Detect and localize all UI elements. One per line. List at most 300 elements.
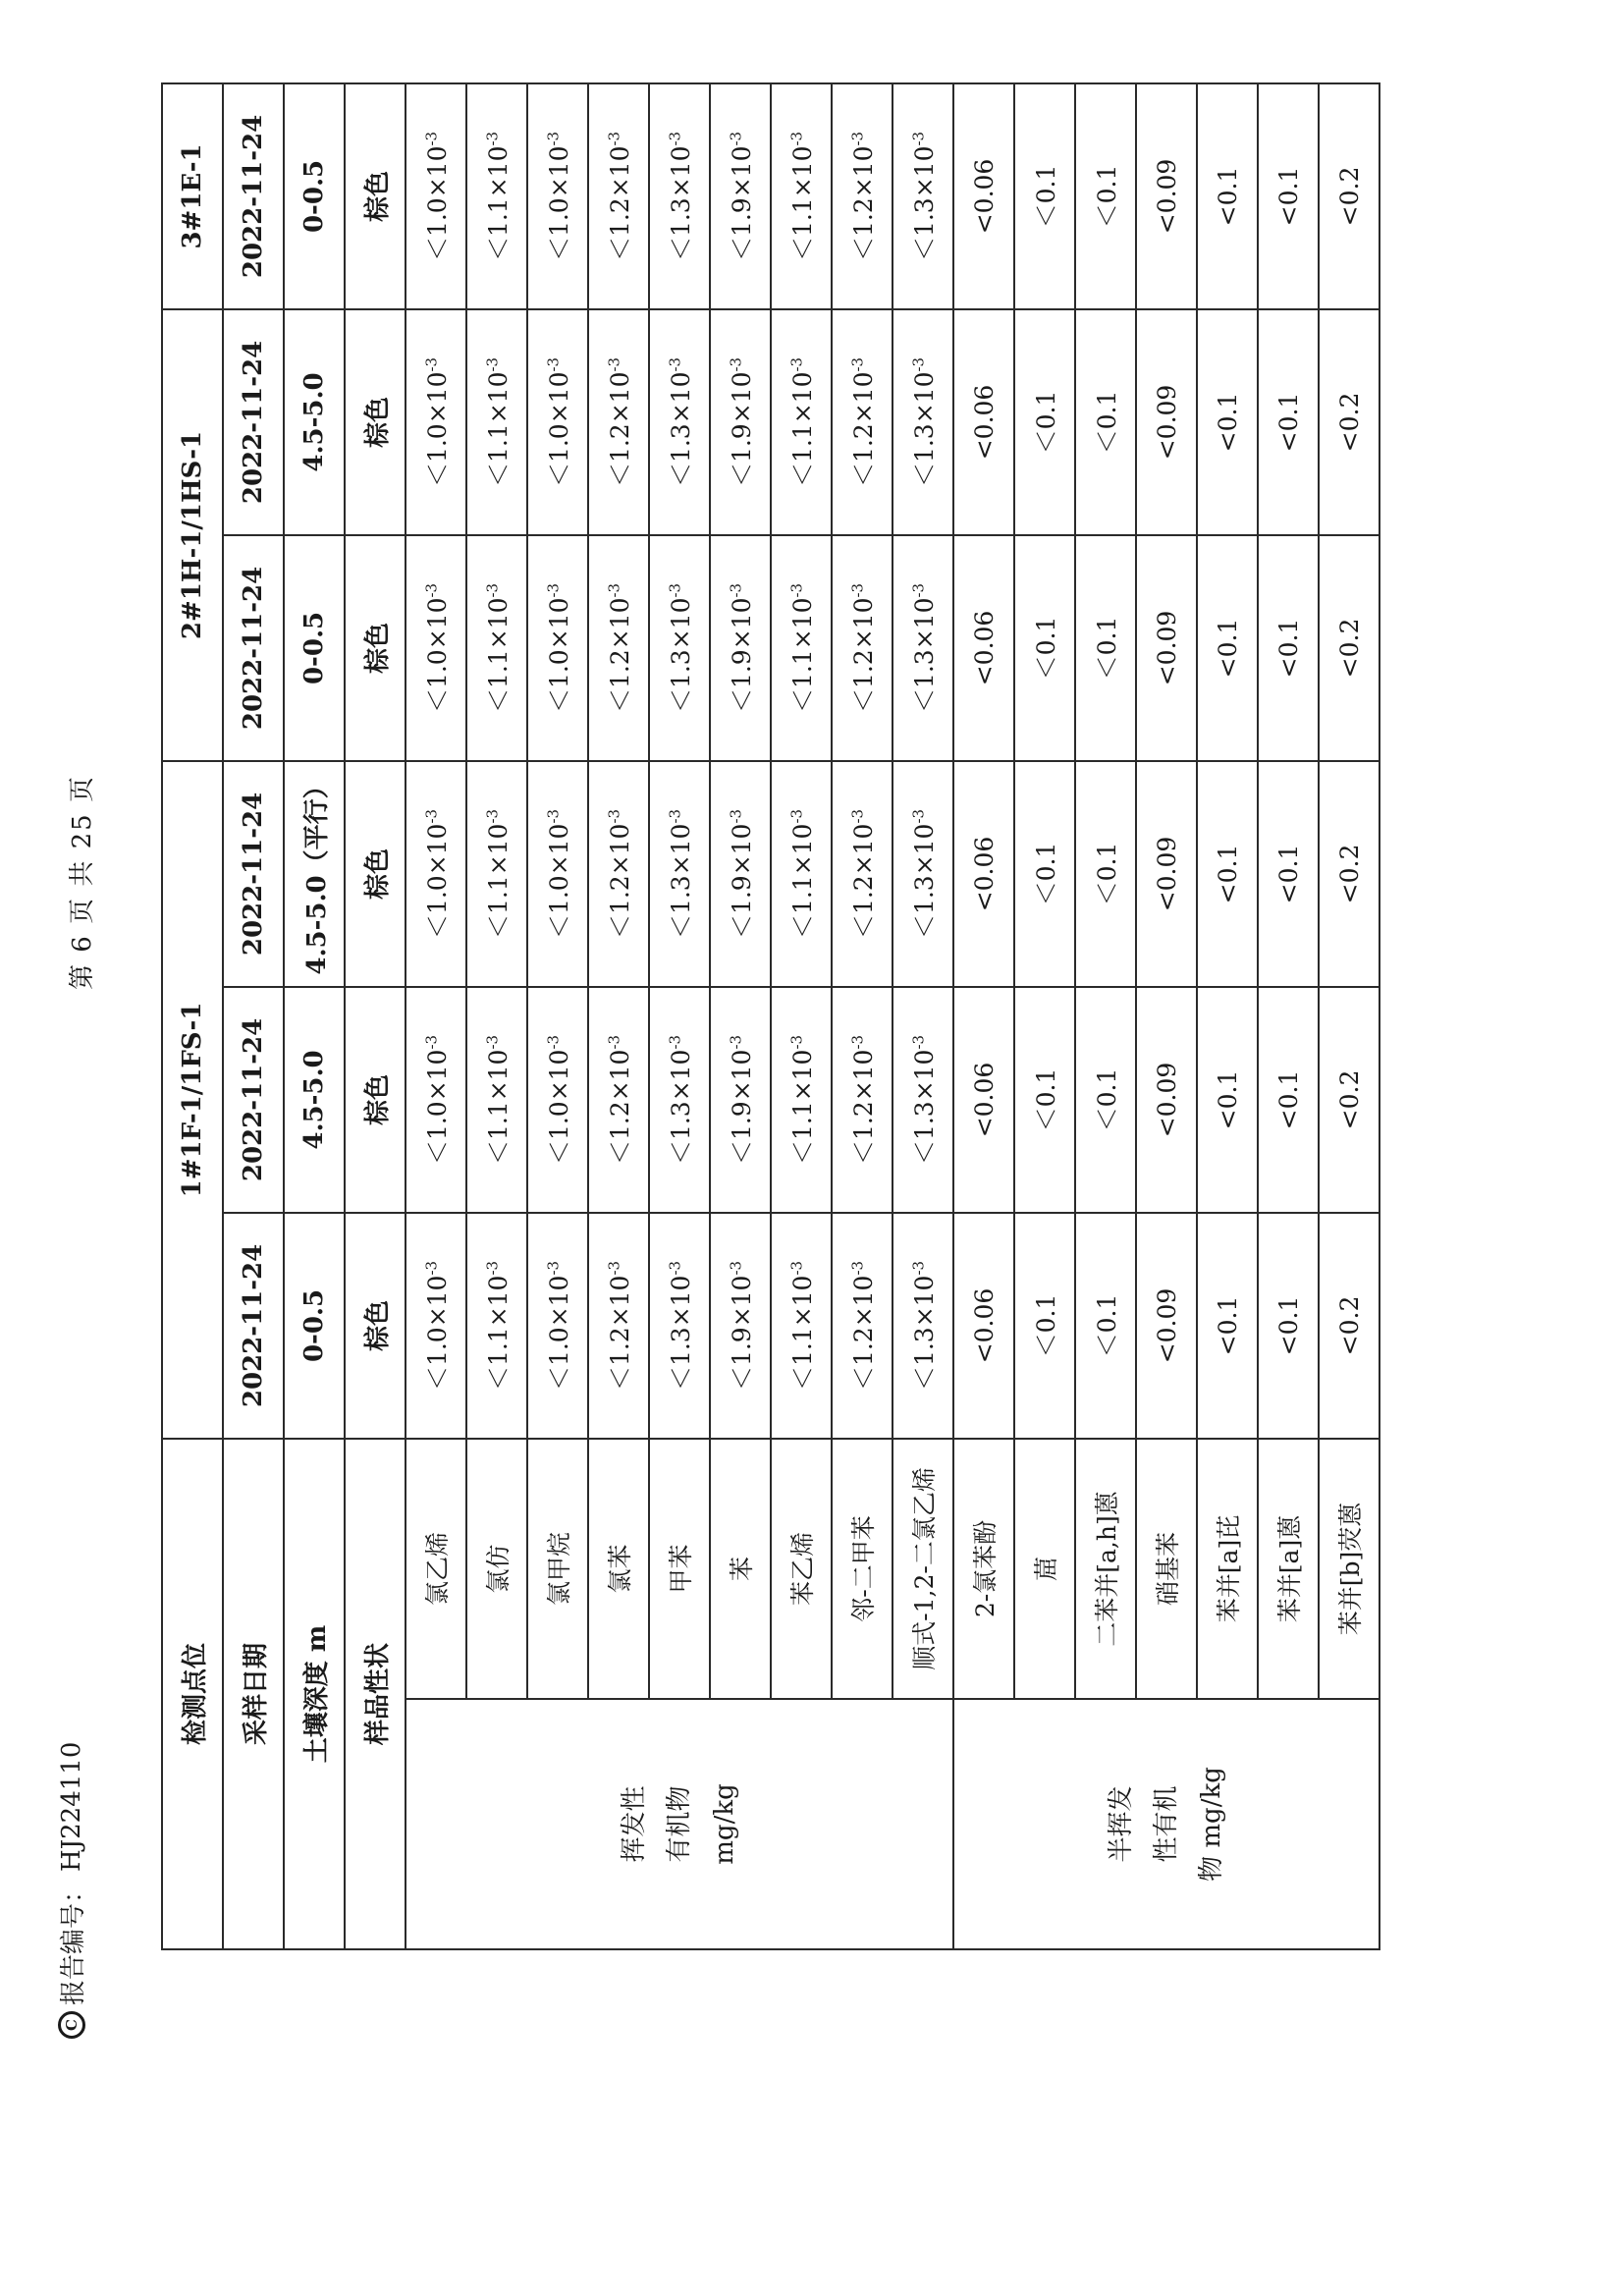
result-exponent: -3 — [666, 356, 684, 372]
depth-cell: 4.5-5.0 — [284, 987, 345, 1213]
analyte-row — [406, 83, 466, 1949]
result-cell — [1014, 1213, 1075, 1439]
result-value: <0.09 — [1152, 158, 1181, 235]
result-value: ＜1.3×10 — [910, 1049, 939, 1166]
result-cell — [1075, 535, 1136, 761]
result-cell — [466, 309, 527, 535]
result-cell — [527, 987, 588, 1213]
result-value: ＜1.2×10 — [849, 823, 878, 940]
depth-row — [284, 83, 345, 1949]
result-cell — [649, 535, 710, 761]
result-exponent: -3 — [544, 356, 563, 372]
result-exponent: -3 — [666, 808, 684, 824]
result-value: ＜1.2×10 — [849, 1049, 878, 1166]
date-cell: 2022-11-24 — [223, 309, 284, 535]
result-cell — [406, 1213, 466, 1439]
category-label-line: 有机物 — [665, 1785, 694, 1863]
result-cell — [1197, 761, 1258, 987]
result-value: <0.1 — [1213, 166, 1242, 227]
result-cell — [1136, 987, 1197, 1213]
result-exponent: -3 — [544, 131, 563, 146]
result-exponent: -3 — [605, 808, 623, 824]
result-exponent: -3 — [727, 356, 745, 372]
result-value: ＜1.1×10 — [484, 371, 513, 488]
analyte-row — [1258, 83, 1319, 1949]
result-cell — [466, 761, 527, 987]
result-value: ＜1.3×10 — [910, 145, 939, 262]
result-value: <0.2 — [1334, 1069, 1364, 1130]
point-group-1: 1#1F-1/1FS-1 — [162, 761, 223, 1439]
result-cell — [893, 83, 953, 309]
result-value: ＜1.3×10 — [667, 1049, 695, 1166]
result-cell — [710, 535, 771, 761]
result-cell — [832, 987, 893, 1213]
category-label — [953, 1699, 1380, 1949]
analyte-name: 氯仿 — [466, 1439, 527, 1699]
result-value: ＜1.1×10 — [484, 1275, 513, 1392]
result-cell — [1075, 309, 1136, 535]
result-value: ＜1.3×10 — [667, 597, 695, 714]
analyte-name: 硝基苯 — [1136, 1439, 1197, 1699]
result-value: <0.06 — [969, 610, 999, 686]
result-cell — [1319, 987, 1380, 1213]
result-value: ＜0.1 — [1093, 1067, 1121, 1132]
result-cell — [527, 761, 588, 987]
result-value: <0.2 — [1334, 1295, 1364, 1356]
result-value: <0.06 — [969, 384, 999, 461]
result-cell — [771, 535, 832, 761]
result-value: ＜1.2×10 — [849, 597, 878, 714]
result-exponent: -3 — [848, 1034, 867, 1050]
result-value: <0.1 — [1273, 1069, 1303, 1130]
result-cell — [1319, 1213, 1380, 1439]
result-cell — [1197, 535, 1258, 761]
analyte-row — [588, 83, 649, 1949]
date-cell: 2022-11-24 — [223, 1213, 284, 1439]
result-value: ＜0.1 — [1032, 616, 1060, 681]
result-cell — [1319, 761, 1380, 987]
result-exponent: -3 — [483, 808, 502, 824]
result-exponent: -3 — [544, 1260, 563, 1276]
point-label: 检测点位 — [162, 1439, 223, 1949]
analyte-row — [527, 83, 588, 1949]
result-exponent: -3 — [727, 1034, 745, 1050]
result-value: <0.1 — [1213, 1069, 1242, 1130]
result-value: ＜1.2×10 — [849, 1275, 878, 1392]
result-value: ＜1.1×10 — [788, 371, 817, 488]
result-cell — [1014, 535, 1075, 761]
result-value: ＜0.1 — [1093, 616, 1121, 681]
depth-label: 土壤深度 m — [284, 1439, 345, 1949]
result-exponent: -3 — [483, 356, 502, 372]
result-value: <0.06 — [969, 1287, 999, 1364]
result-cell — [527, 309, 588, 535]
result-exponent: -3 — [666, 131, 684, 146]
result-cell — [527, 535, 588, 761]
result-cell — [1014, 309, 1075, 535]
result-value: <0.1 — [1273, 1295, 1303, 1356]
result-value: ＜1.9×10 — [728, 1049, 756, 1166]
date-cell: 2022-11-24 — [223, 987, 284, 1213]
result-cell — [953, 987, 1014, 1213]
result-value: <0.1 — [1273, 844, 1303, 904]
result-exponent: -3 — [666, 1034, 684, 1050]
result-value: ＜0.1 — [1032, 164, 1060, 229]
result-cell — [1136, 535, 1197, 761]
result-cell — [953, 309, 1014, 535]
result-exponent: -3 — [605, 1260, 623, 1276]
result-exponent: -3 — [605, 356, 623, 372]
result-cell — [1197, 1213, 1258, 1439]
result-value: <0.1 — [1213, 1295, 1242, 1356]
result-value: ＜0.1 — [1093, 842, 1121, 906]
result-cell — [1014, 987, 1075, 1213]
result-exponent: -3 — [483, 131, 502, 146]
result-cell — [527, 1213, 588, 1439]
report-number-line — [53, 1742, 89, 2039]
result-exponent: -3 — [422, 1260, 441, 1276]
analyte-row — [1319, 83, 1380, 1949]
result-cell — [1197, 309, 1258, 535]
result-cell — [1258, 987, 1319, 1213]
category-label-line: mg/kg — [710, 1783, 739, 1865]
result-cell — [893, 1213, 953, 1439]
appearance-cell: 棕色 — [345, 1213, 406, 1439]
result-exponent: -3 — [483, 1034, 502, 1050]
result-cell — [1075, 987, 1136, 1213]
date-cell: 2022-11-24 — [223, 83, 284, 309]
result-value: <0.09 — [1152, 1287, 1181, 1364]
analyte-name: 氯苯 — [588, 1439, 649, 1699]
depth-cell: 0-0.5 — [284, 83, 345, 309]
analyte-name: 苯并[a]芘 — [1197, 1439, 1258, 1699]
result-cell — [1319, 309, 1380, 535]
result-value: <0.1 — [1273, 166, 1303, 227]
result-cell — [406, 309, 466, 535]
analyte-name: 氯乙烯 — [406, 1439, 466, 1699]
result-cell — [1014, 83, 1075, 309]
result-value: ＜0.1 — [1032, 1067, 1060, 1132]
result-cell — [1136, 309, 1197, 535]
result-exponent: -3 — [848, 131, 867, 146]
analyte-row — [1136, 83, 1197, 1949]
result-cell — [1075, 83, 1136, 309]
result-value: ＜1.9×10 — [728, 1275, 756, 1392]
result-value: <0.1 — [1273, 392, 1303, 453]
result-value: ＜1.0×10 — [545, 823, 573, 940]
result-cell — [406, 83, 466, 309]
result-cell — [1258, 83, 1319, 309]
result-exponent: -3 — [787, 356, 806, 372]
result-exponent: -3 — [909, 356, 928, 372]
result-value: ＜1.9×10 — [728, 145, 756, 262]
result-cell — [466, 1213, 527, 1439]
result-cell — [1258, 761, 1319, 987]
result-cell — [588, 987, 649, 1213]
result-value: ＜1.1×10 — [484, 1049, 513, 1166]
result-exponent: -3 — [605, 1034, 623, 1050]
result-cell — [588, 761, 649, 987]
result-cell — [893, 309, 953, 535]
result-cell — [710, 1213, 771, 1439]
result-value: <0.2 — [1334, 392, 1364, 453]
result-cell — [649, 83, 710, 309]
result-value: <0.2 — [1334, 166, 1364, 227]
point-group-2: 2#1H-1/1HS-1 — [162, 309, 223, 761]
result-exponent: -3 — [483, 1260, 502, 1276]
result-exponent: -3 — [909, 1260, 928, 1276]
result-cell — [588, 83, 649, 309]
result-cell — [953, 1213, 1014, 1439]
page-number: 第 6 页 共 25 页 — [68, 775, 97, 990]
result-cell — [649, 309, 710, 535]
analyte-row — [893, 83, 953, 1949]
result-exponent: -3 — [909, 808, 928, 824]
result-cell — [1014, 761, 1075, 987]
category-label-line: 半挥发 — [1107, 1785, 1136, 1863]
result-value: <0.09 — [1152, 836, 1181, 912]
depth-cell: 0-0.5 — [284, 1213, 345, 1439]
date-cell: 2022-11-24 — [223, 761, 284, 987]
result-exponent: -3 — [422, 356, 441, 372]
result-value: ＜1.0×10 — [545, 145, 573, 262]
result-cell — [832, 535, 893, 761]
appearance-cell: 棕色 — [345, 761, 406, 987]
result-value: ＜1.0×10 — [423, 823, 452, 940]
result-value: ＜1.0×10 — [423, 1275, 452, 1392]
analyte-name: 苯并[a]蒽 — [1258, 1439, 1319, 1699]
result-cell — [1197, 83, 1258, 309]
analyte-row — [466, 83, 527, 1949]
result-cell — [527, 83, 588, 309]
result-cell — [771, 309, 832, 535]
depth-cell: 0-0.5 — [284, 535, 345, 761]
result-value: ＜1.3×10 — [910, 1275, 939, 1392]
result-value: ＜1.3×10 — [667, 145, 695, 262]
result-cell — [710, 83, 771, 309]
result-value: <0.2 — [1334, 618, 1364, 679]
point-row — [162, 83, 223, 1949]
result-value: ＜1.0×10 — [423, 371, 452, 488]
result-exponent: -3 — [848, 356, 867, 372]
appearance-row — [345, 83, 406, 1949]
result-exponent: -3 — [544, 1034, 563, 1050]
soil-test-table — [161, 82, 1380, 1950]
result-value: <0.06 — [969, 1062, 999, 1138]
result-cell — [893, 535, 953, 761]
result-value: ＜1.3×10 — [667, 823, 695, 940]
result-value: ＜0.1 — [1032, 1293, 1060, 1358]
result-cell — [710, 987, 771, 1213]
result-value: ＜0.1 — [1093, 390, 1121, 455]
analyte-row — [1197, 83, 1258, 1949]
result-exponent: -3 — [544, 582, 563, 598]
analyte-name: 苯 — [710, 1439, 771, 1699]
result-value: ＜1.1×10 — [788, 823, 817, 940]
result-value: ＜0.1 — [1093, 164, 1121, 229]
result-exponent: -3 — [422, 808, 441, 824]
result-value: ＜1.3×10 — [667, 371, 695, 488]
result-cell — [832, 1213, 893, 1439]
result-value: ＜1.2×10 — [606, 597, 634, 714]
result-exponent: -3 — [787, 131, 806, 146]
result-exponent: -3 — [909, 131, 928, 146]
result-cell — [1197, 987, 1258, 1213]
result-value: ＜1.1×10 — [788, 1049, 817, 1166]
result-value: ＜1.1×10 — [484, 823, 513, 940]
date-row — [223, 83, 284, 1949]
result-value: ＜1.2×10 — [606, 1049, 634, 1166]
analyte-row — [1075, 83, 1136, 1949]
result-cell — [649, 987, 710, 1213]
result-cell — [466, 83, 527, 309]
result-cell — [893, 987, 953, 1213]
analyte-name: 二苯并[a,h]蒽 — [1075, 1439, 1136, 1699]
analyte-name: 䓛 — [1014, 1439, 1075, 1699]
result-exponent: -3 — [848, 1260, 867, 1276]
result-value: ＜1.3×10 — [910, 597, 939, 714]
result-cell — [771, 761, 832, 987]
appearance-cell: 棕色 — [345, 83, 406, 309]
analyte-name: 甲苯 — [649, 1439, 710, 1699]
result-exponent: -3 — [544, 808, 563, 824]
result-value: ＜1.1×10 — [788, 597, 817, 714]
result-value: ＜0.1 — [1093, 1293, 1121, 1358]
result-value: <0.09 — [1152, 1062, 1181, 1138]
result-cell — [771, 83, 832, 309]
result-cell — [1136, 83, 1197, 309]
result-value: ＜1.1×10 — [788, 1275, 817, 1392]
result-exponent: -3 — [666, 582, 684, 598]
result-cell — [588, 1213, 649, 1439]
result-exponent: -3 — [605, 131, 623, 146]
result-cell — [953, 535, 1014, 761]
analyte-name: 苯并[b]荧蒽 — [1319, 1439, 1380, 1699]
result-exponent: -3 — [422, 1034, 441, 1050]
result-cell — [893, 761, 953, 987]
result-value: <0.2 — [1334, 844, 1364, 904]
result-value: ＜1.0×10 — [545, 1275, 573, 1392]
analyte-row — [649, 83, 710, 1949]
result-cell — [710, 761, 771, 987]
result-value: ＜1.2×10 — [606, 823, 634, 940]
result-exponent: -3 — [727, 131, 745, 146]
result-value: ＜1.3×10 — [910, 823, 939, 940]
result-value: <0.1 — [1213, 618, 1242, 679]
analyte-row — [1014, 83, 1075, 1949]
result-value: ＜0.1 — [1032, 842, 1060, 906]
result-exponent: -3 — [422, 131, 441, 146]
result-value: ＜1.2×10 — [606, 1275, 634, 1392]
result-cell — [953, 83, 1014, 309]
result-cell — [710, 309, 771, 535]
result-exponent: -3 — [727, 582, 745, 598]
result-cell — [1258, 309, 1319, 535]
result-exponent: -3 — [909, 1034, 928, 1050]
result-cell — [466, 535, 527, 761]
result-cell — [1075, 761, 1136, 987]
result-exponent: -3 — [848, 808, 867, 824]
result-value: ＜1.2×10 — [849, 371, 878, 488]
appearance-cell: 棕色 — [345, 987, 406, 1213]
result-cell — [1136, 1213, 1197, 1439]
appearance-cell: 棕色 — [345, 309, 406, 535]
analyte-name: 氯甲烷 — [527, 1439, 588, 1699]
date-label: 采样日期 — [223, 1439, 284, 1949]
result-value: <0.09 — [1152, 610, 1181, 686]
result-exponent: -3 — [787, 1034, 806, 1050]
result-cell — [832, 761, 893, 987]
depth-cell: 4.5-5.0（平行） — [284, 761, 345, 987]
result-exponent: -3 — [483, 582, 502, 598]
result-exponent: -3 — [848, 582, 867, 598]
analyte-row — [771, 83, 832, 1949]
result-cell — [466, 987, 527, 1213]
result-value: <0.1 — [1273, 618, 1303, 679]
result-value: ＜1.3×10 — [667, 1275, 695, 1392]
result-cell — [406, 761, 466, 987]
report-number: HJ224110 — [56, 1741, 86, 1872]
company-logo-icon: C — [58, 2011, 85, 2039]
result-cell — [406, 987, 466, 1213]
result-cell — [832, 309, 893, 535]
result-value: <0.1 — [1213, 844, 1242, 904]
result-cell — [953, 761, 1014, 987]
result-cell — [406, 535, 466, 761]
result-cell — [1319, 535, 1380, 761]
report-number-label: 报告编号： — [59, 1877, 88, 2005]
result-value: ＜1.2×10 — [606, 371, 634, 488]
result-exponent: -3 — [727, 1260, 745, 1276]
point-group-3: 3#1E-1 — [162, 83, 223, 309]
analyte-row — [710, 83, 771, 1949]
result-exponent: -3 — [787, 1260, 806, 1276]
result-cell — [649, 1213, 710, 1439]
category-label-line: 性有机 — [1152, 1785, 1181, 1863]
result-value: ＜1.2×10 — [849, 145, 878, 262]
result-cell — [1258, 535, 1319, 761]
result-value: ＜1.1×10 — [788, 145, 817, 262]
result-value: ＜1.0×10 — [423, 1049, 452, 1166]
result-value: ＜1.2×10 — [606, 145, 634, 262]
result-value: ＜1.9×10 — [728, 597, 756, 714]
result-exponent: -3 — [666, 1260, 684, 1276]
appearance-cell: 棕色 — [345, 535, 406, 761]
result-cell — [588, 309, 649, 535]
category-label — [406, 1699, 953, 1949]
result-value: <0.06 — [969, 836, 999, 912]
result-cell — [649, 761, 710, 987]
result-value: ＜0.1 — [1032, 390, 1060, 455]
result-value: ＜1.9×10 — [728, 823, 756, 940]
analyte-name: 顺式-1,2-二氯乙烯 — [893, 1439, 953, 1699]
result-cell — [1258, 1213, 1319, 1439]
result-value: <0.09 — [1152, 384, 1181, 461]
analyte-name: 邻-二甲苯 — [832, 1439, 893, 1699]
result-value: ＜1.0×10 — [545, 597, 573, 714]
result-value: <0.1 — [1213, 392, 1242, 453]
result-cell — [832, 83, 893, 309]
result-cell — [1319, 83, 1380, 309]
category-label-line: 挥发性 — [620, 1785, 649, 1863]
result-value: ＜1.1×10 — [484, 597, 513, 714]
category-label-line: 物 mg/kg — [1197, 1767, 1226, 1882]
result-cell — [1136, 761, 1197, 987]
result-value: ＜1.0×10 — [545, 371, 573, 488]
result-exponent: -3 — [787, 808, 806, 824]
result-value: ＜1.3×10 — [910, 371, 939, 488]
result-exponent: -3 — [422, 582, 441, 598]
